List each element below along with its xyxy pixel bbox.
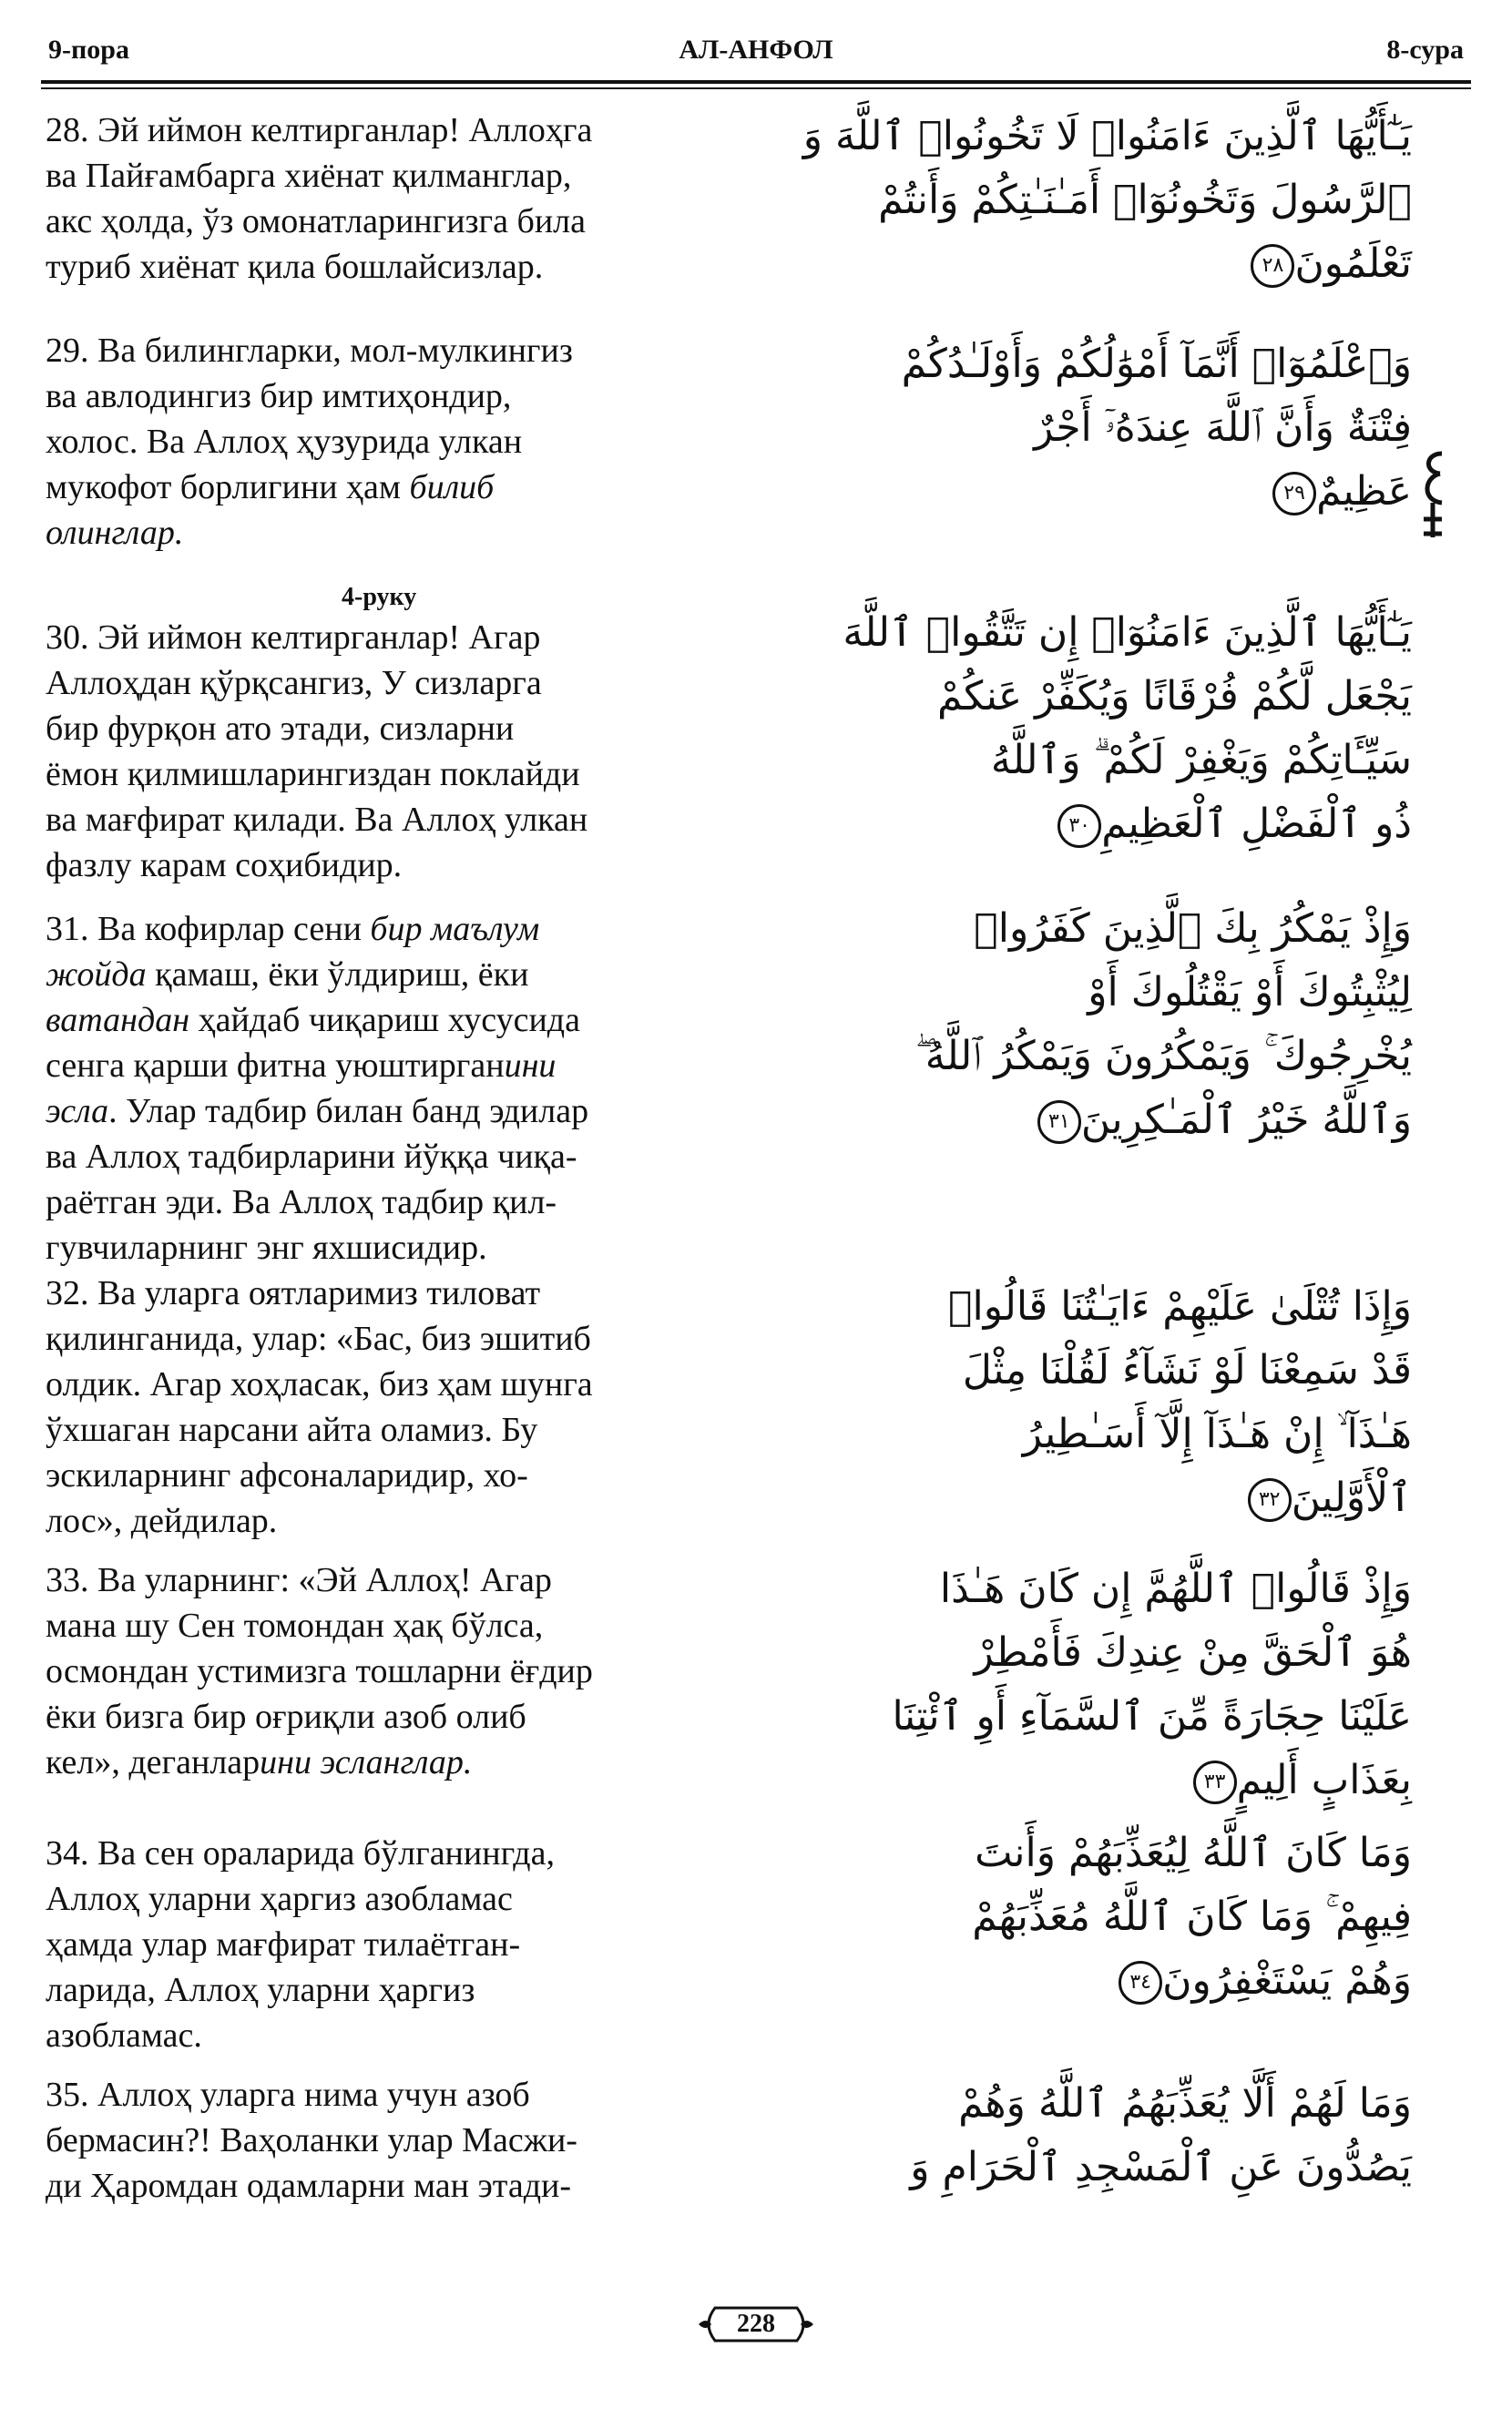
verse-32-arabic [738,1275,1412,1530]
arabic-line: وَٱللَّهُ خَيْرُ ٱلْمَـٰكِرِينَ [1080,1097,1412,1143]
italic-text: билиб [409,468,495,506]
arabic-line: وَمَا لَهُمْ أَلَّا يُعَذِّبَهُمُ ٱللَّهُ وَهُمْ [958,2080,1412,2127]
text-line: бермасин?! Ваҳоланки улар Масжи- [46,2121,577,2159]
arabic-line: قَدْ سَمِعْنَا لَوْ نَشَآءُ لَقُلْنَا مِثْلَ [962,1347,1412,1393]
text-line: туриб хиёнат қила бошлайсизлар. [46,248,544,286]
arabic-line: سَيِّـَٔاتِكُمْ وَيَغْفِرْ لَكُمْ ۗ وَٱللَّهُ [990,737,1412,783]
arabic-line: وَهُمْ يَسْتَغْفِرُونَ [1162,1957,1412,2004]
header-rule-thin [41,87,1471,89]
arabic-line: عَظِيمٌ [1316,468,1412,515]
text-line: 30. Эй иймон келтирганлар! Агар [46,618,541,657]
italic-text: ини эсланглар. [260,1743,473,1781]
text-line: 29. Ва билингларки, мол-мулкингиз [46,332,573,370]
italic-text: бир маълум [370,910,540,948]
verse-30-arabic [738,601,1412,856]
text-line: холос. Ва Аллоҳ ҳузурида улкан [46,423,523,461]
text-line: лос», дейдилар. [46,1502,278,1540]
text-line: мана шу Сен томондан ҳақ бўлса, [46,1607,544,1645]
surah-number: 8-сура [1386,35,1464,65]
italic-text: жойда [46,955,147,994]
verse-33-translation [46,1557,756,1785]
verse-number-marker: ٣٣ [1193,1761,1237,1804]
text-line: 33. Ва уларнинг: «Эй Аллоҳ! Агар [46,1561,552,1599]
text-line: мукофот борлигини ҳам [46,468,410,506]
arabic-line: يُخْرِجُوكَ ۚ وَيَمْكُرُونَ وَيَمْكُرُ ٱللَّهُ ۖ [914,1033,1412,1079]
verse-30-translation [46,615,756,888]
text-line: . Улар тадбир билан банд эдилар [108,1092,589,1130]
text-line: фазлу карам соҳибидир. [46,846,403,884]
verse-34-translation [46,1831,756,2058]
text-line: Аллоҳдан қўрқсангиз, У сизларга [46,664,542,702]
verse-35-arabic [738,2072,1412,2200]
verse-29-arabic [738,332,1412,524]
arabic-line: وَٱعْلَمُوٓا۟ أَنَّمَآ أَمْوَٰلُكُمْ وَأَوْلَـٰدُكُمْ [901,341,1412,387]
text-line: ва Пайғамбарга хиёнат қилманглар, [46,157,572,195]
verse-32-translation [46,1271,756,1544]
arabic-line: لِيُثْبِتُوكَ أَوْ يَقْتُلُوكَ أَوْ [1088,969,1412,1016]
text-line: 35. Аллоҳ уларга нима учун азоб [46,2076,530,2114]
text-line: ёки бизга бир оғриқли азоб олиб [46,1698,526,1736]
text-line: акс ҳолда, ўз омонатларингизга била [46,202,587,240]
italic-text: эсла [46,1092,109,1130]
text-line: 31. Ва кофирлар сени [46,910,371,948]
arabic-line: يَـٰٓأَيُّهَا ٱلَّذِينَ ءَامَنُوٓا۟ إِن تَتَّقُوا۟ ٱللَّهَ [843,609,1412,656]
text-line: ҳамда улар мағфират тилаётган- [46,1925,521,1964]
arabic-line: وَإِذْ قَالُوا۟ ٱللَّهُمَّ إِن كَانَ هَـٰذَا [939,1566,1412,1612]
text-line: раётган эди. Ва Аллоҳ тадбир қил- [46,1183,557,1221]
text-line: ҳайдаб чиқариш хусусида [189,1001,581,1039]
arabic-line: هَـٰذَآ ۙ إِنْ هَـٰذَآ إِلَّآ أَسَـٰطِيرُ [1022,1411,1412,1457]
text-line: ва мағфират қилади. Ва Аллоҳ улкан [46,801,588,839]
page-footer [0,2302,1512,2351]
arabic-line: فِتْنَةٌ وَأَنَّ ٱللَّهَ عِندَهُۥٓ أَجْرٌ [1034,404,1412,451]
text-line: олдик. Агар хоҳласак, биз ҳам шунга [46,1365,593,1404]
text-line: эскиларнинг афсоналаридир, хо- [46,1456,528,1495]
verse-33-arabic [738,1557,1412,1812]
text-line: азобламас. [46,2016,202,2055]
text-line: кел», деганлар [46,1743,261,1781]
text-line: 32. Ва уларга оятларимиз тиловат [46,1274,541,1312]
text-line: бир фурқон ато этади, сизларни [46,709,515,748]
header-rule-thick [41,80,1471,84]
verse-29-translation [46,328,756,556]
italic-text: ватандан [46,1001,190,1039]
text-line: ёмон қилмишларингиздан поклайди [46,755,580,793]
verse-number-marker: ٣٢ [1248,1478,1292,1522]
verse-31-arabic [738,897,1412,1152]
arabic-line: عَلَيْنَا حِجَارَةً مِّنَ ٱلسَّمَآءِ أَوِ ٱئْتِنَا [892,1693,1412,1740]
text-line: қилинганида, улар: «Бас, биз эшитиб [46,1320,591,1358]
text-line: Аллоҳ уларни ҳаргиз азобламас [46,1880,513,1918]
arabic-line: ٱلرَّسُولَ وَتَخُونُوٓا۟ أَمَـٰنَـٰتِكُمْ وَأَنتُمْ [878,177,1412,223]
italic-text: ини [504,1046,557,1085]
italic-text: олинглар. [46,514,184,552]
text-line: ўхшаган нарсани айта оламиз. Бу [46,1411,538,1449]
text-line: ди Ҳаромдан одамларни ман этади- [46,2167,572,2205]
text-line: ва Аллоҳ тадбирларини йўққа чиқа- [46,1138,577,1176]
verse-28-translation [46,107,756,290]
page-number-ornament [697,2302,815,2346]
arabic-line: تَعْلَمُونَ [1294,240,1412,287]
text-line: ларида, Аллоҳ уларни ҳаргиз [46,1971,475,2009]
arabic-line: يَجْعَل لَّكُمْ فُرْقَانًا وَيُكَفِّرْ عَنكُمْ [937,673,1412,720]
page-number: 228 [737,2310,775,2338]
verse-number-marker: ٣١ [1037,1100,1081,1144]
arabic-line: بِعَذَابٍ أَلِيمٍ [1236,1757,1412,1803]
arabic-line: وَمَا كَانَ ٱللَّهُ لِيُعَذِّبَهُمْ وَأَنتَ [975,1830,1412,1876]
arabic-line: ٱلْأَوَّلِينَ [1291,1475,1412,1521]
juz-label: 9-пора [48,35,129,65]
verse-34-arabic [738,1822,1412,2013]
verse-number-marker: ٢٨ [1251,244,1294,288]
arabic-line: وَإِذَا تُتْلَىٰ عَلَيْهِمْ ءَايَـٰتُنَا قَالُوا۟ [948,1283,1412,1330]
verse-number-marker: ٣٤ [1119,1961,1162,2005]
verse-28-arabic [738,105,1412,296]
text-line: қамаш, ёки ўлдириш, ёки [146,955,529,994]
arabic-line: فِيهِمْ ۚ وَمَا كَانَ ٱللَّهُ مُعَذِّبَهُمْ [972,1894,1412,1940]
page-header [41,35,1471,71]
text-line: 34. Ва сен ораларида бўлганингда, [46,1834,555,1873]
verse-number-marker: ٣٠ [1057,804,1101,848]
verse-number-marker: ٢٩ [1272,472,1316,515]
arabic-line: يَـٰٓأَيُّهَا ٱلَّذِينَ ءَامَنُوا۟ لَا تَخُونُوا۟ ٱللَّهَ وَ [802,113,1412,159]
text-line: 28. Эй иймон келтирганлар! Аллоҳга [46,111,593,149]
text-line: ва авлодингиз бир имтиҳондир, [46,377,512,415]
ruku-margin-mark [1416,446,1449,546]
text-line: сенга қарши фитна уюштирган [46,1046,505,1085]
arabic-line: وَإِذْ يَمْكُرُ بِكَ ٱلَّذِينَ كَفَرُوا۟ [974,905,1412,952]
verse-31-translation [46,906,756,1271]
text-line: осмондан устимизга тошларни ёғдир [46,1652,593,1690]
arabic-line: ذُو ٱلْفَضْلِ ٱلْعَظِيمِ [1101,801,1412,847]
ruku-heading: 4-руку [342,583,417,611]
verse-35-translation [46,2072,756,2209]
surah-title: АЛ-АНФОЛ [679,35,833,65]
text-line: гувчиларнинг энг яхшисидир. [46,1229,487,1267]
arabic-line: يَصُدُّونَ عَنِ ٱلْمَسْجِدِ ٱلْحَرَامِ وَ [910,2144,1412,2190]
arabic-line: هُوَ ٱلْحَقَّ مِنْ عِندِكَ فَأَمْطِرْ [974,1629,1412,1676]
